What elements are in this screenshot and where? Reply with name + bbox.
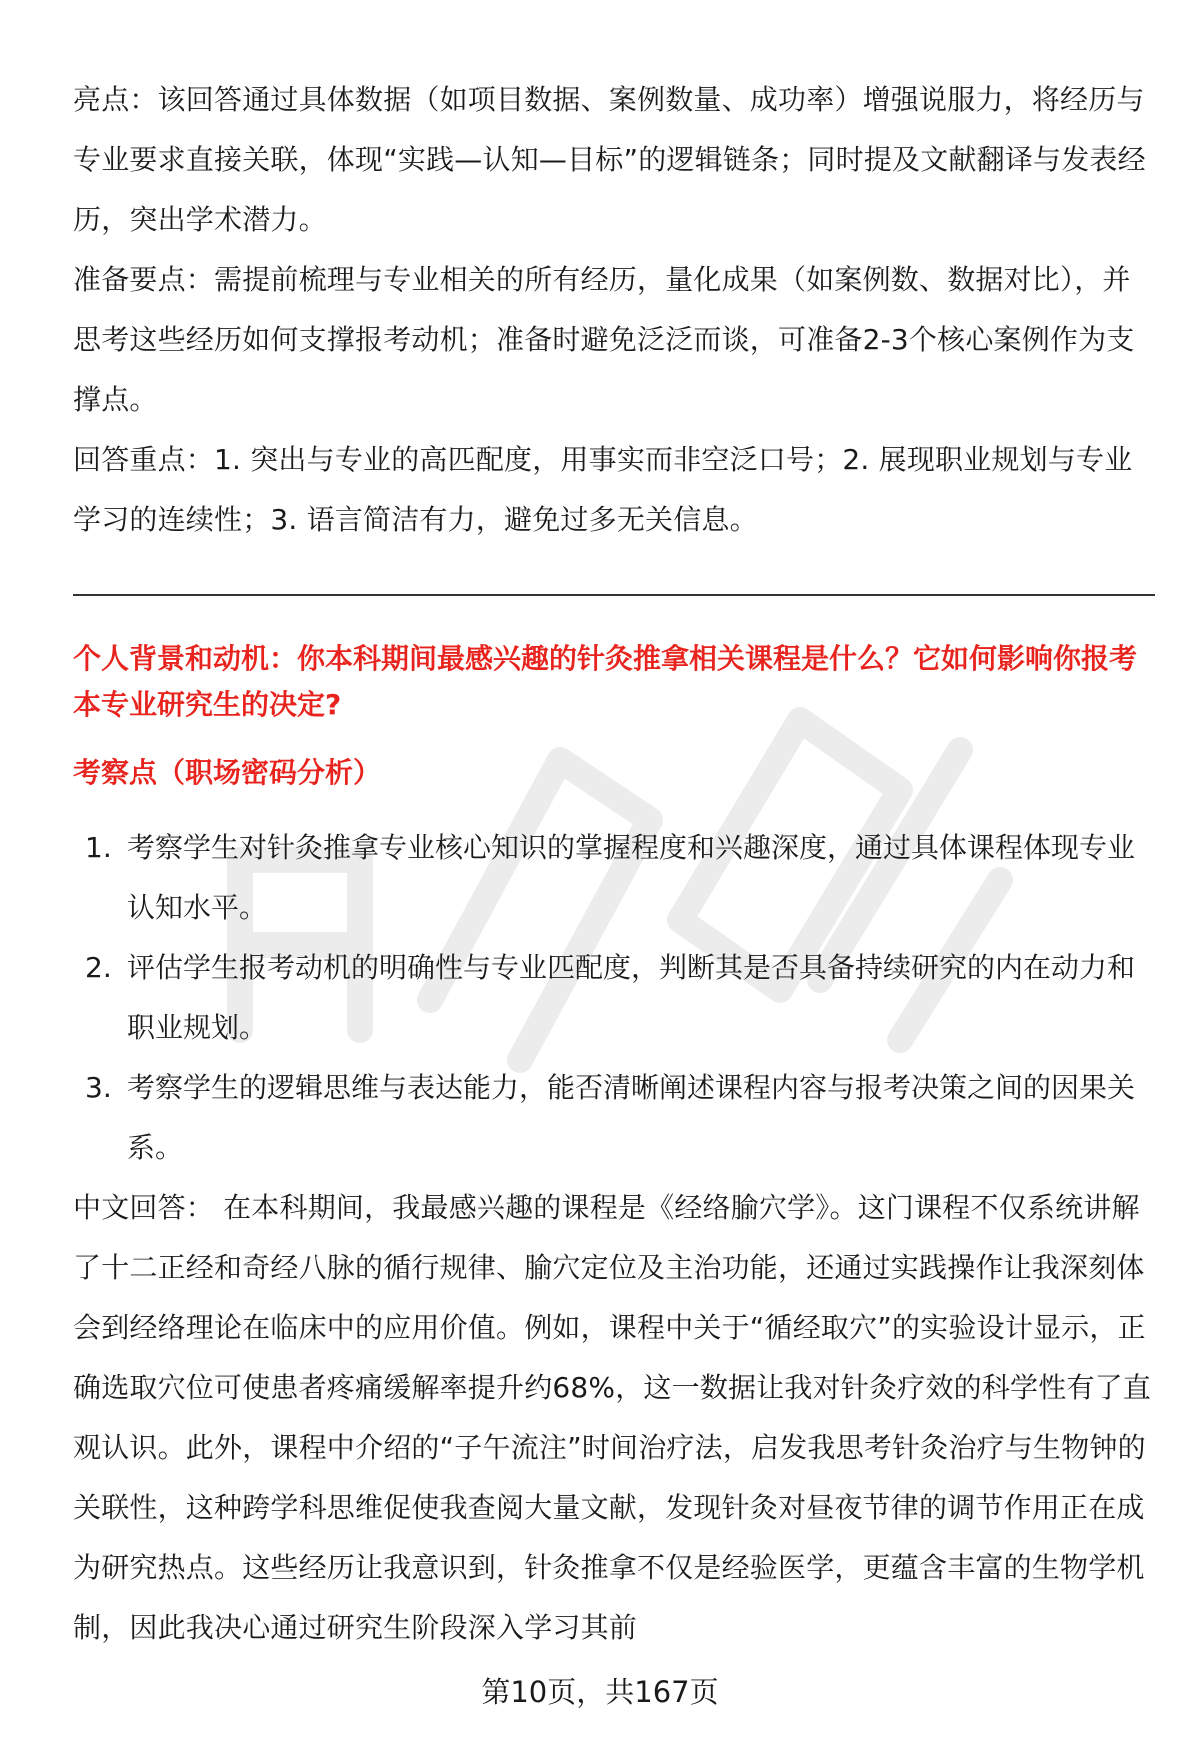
document-page bbox=[73, 70, 1155, 1658]
preparation-paragraph: 准备要点：需提前梳理与专业相关的所有经历，量化成果（如案例数、数据对比），并思考这些经历如何支撑报考动机；准备时避免泛泛而谈，可准备2-3个核心案例作为支撑点。 bbox=[73, 263, 1135, 416]
list-item bbox=[73, 818, 1155, 938]
section-divider bbox=[73, 594, 1155, 596]
highlight-paragraph: 亮点：该回答通过具体数据（如项目数据、案例数量、成功率）增强说服力，将经历与专业要求直接关联，体现“实践—认知—目标”的逻辑链条；同时提及文献翻译与发表经历，突出学术潜力。 bbox=[73, 83, 1146, 236]
list-item bbox=[73, 1058, 1155, 1178]
list-item-number: 1. bbox=[85, 831, 112, 864]
list-item bbox=[73, 938, 1155, 1058]
question-title: 个人背景和动机：你本科期间最感兴趣的针灸推拿相关课程是什么？它如何影响你报考本专业研究生的决定? bbox=[73, 642, 1138, 721]
assessment-subtitle: 考察点（职场密码分析） bbox=[73, 756, 382, 789]
list-item-text: 评估学生报考动机的明确性与专业匹配度，判断其是否具备持续研究的内在动力和职业规划。 bbox=[127, 951, 1136, 1044]
list-item-text: 考察学生的逻辑思维与表达能力，能否清晰阐述课程内容与报考决策之间的因果关系。 bbox=[127, 1071, 1136, 1164]
list-item-number: 2. bbox=[85, 951, 112, 984]
answer-focus-paragraph: 回答重点：1. 突出与专业的高匹配度，用事实而非空泛口号；2. 展现职业规划与专业学习的连续性；3. 语言简洁有力，避免过多无关信息。 bbox=[73, 443, 1133, 536]
assessment-points-list bbox=[73, 818, 1155, 1178]
page-number-footer: 第10页，共167页 bbox=[481, 1675, 719, 1709]
list-item-text: 考察学生对针灸推拿专业核心知识的掌握程度和兴趣深度，通过具体课程体现专业认知水平。 bbox=[127, 831, 1136, 924]
list-item-number: 3. bbox=[85, 1071, 112, 1104]
chinese-answer-paragraph: 中文回答： 在本科期间，我最感兴趣的课程是《经络腧穴学》。这门课程不仅系统讲解了十二正经和奇经八脉的循行规律、腧穴定位及主治功能，还通过实践操作让我深刻体会到经络理论在临床中的应用价值。例如，课程中关于“循经取穴”的实验设计显示，正确选取穴位可使患者疼痛缓解率提升约68%，这一数据让我对针灸疗效的科学性有了直观认识。此外，课程中介绍的“子午流注”时间治疗法，启发我思考针灸治疗与生物钟的关联性，这种跨学科思维促使我查阅大量文献，发现针灸对昼夜节律的调节作用正在成为研究热点。这些经历让我意识到，针灸推拿不仅是经验医学，更蕴含丰富的生物学机制，因此我决心通过研究生阶段深入学习其前 bbox=[73, 1191, 1152, 1644]
